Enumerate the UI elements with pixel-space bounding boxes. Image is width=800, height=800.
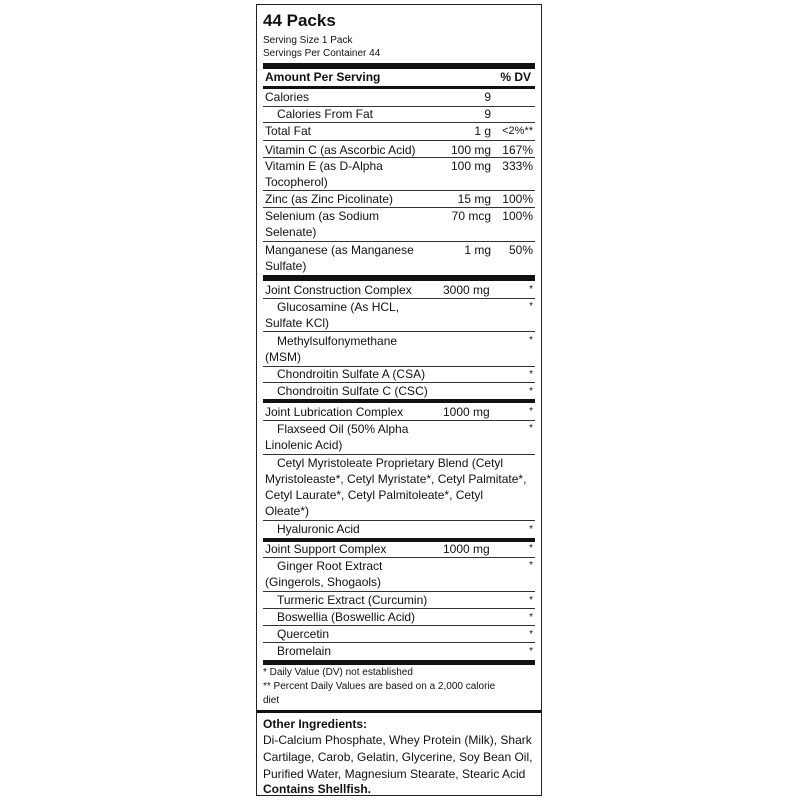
row-name: Quercetin	[277, 627, 330, 641]
row-amount: 9	[484, 90, 491, 104]
row-name-cont: (Gingerols, Shogaols)	[265, 575, 382, 589]
row-name: Joint Construction Complex	[265, 283, 412, 297]
footnote-percent-dv-cont: diet	[263, 695, 280, 706]
row-dv: *	[529, 560, 533, 571]
row-amount: 1000 mg	[443, 542, 490, 556]
row-name-cont: Sulfate)	[265, 259, 307, 273]
row-name-cont: Linolenic Acid)	[265, 438, 343, 452]
row-dv: 167%	[502, 143, 533, 157]
row-divider	[263, 331, 535, 332]
other-ingredients-heading: Other Ingredients:	[263, 717, 368, 731]
cetyl-line: Cetyl Myristoleate Proprietary Blend (Cetyl	[277, 456, 504, 470]
row-dv: *	[529, 646, 533, 657]
row-name: Zinc (as Zinc Picolinate)	[265, 192, 394, 206]
other-ingredients-line: Purified Water, Magnesium Stearate, Stearic Acid	[263, 767, 526, 781]
other-ingredients-line: Di-Calcium Phosphate, Whey Protein (Milk), Shark	[263, 733, 532, 747]
thick-divider	[263, 660, 535, 665]
row-dv: 50%	[508, 243, 533, 257]
row-dv: <2%**	[502, 125, 533, 137]
section-divider	[257, 710, 541, 713]
row-dv: *	[529, 284, 533, 295]
row-name-cont: Selenate)	[265, 225, 317, 239]
row-amount: 70 mcg	[451, 209, 491, 223]
row-name: Joint Support Complex	[265, 542, 387, 556]
row-name: Boswellia (Boswellic Acid)	[277, 610, 416, 624]
row-dv: *	[529, 524, 533, 535]
row-dv: *	[529, 543, 533, 554]
row-name: Vitamin E (as D-Alpha	[265, 159, 383, 173]
row-amount: 1000 mg	[443, 405, 490, 419]
row-name: Calories From Fat	[277, 107, 374, 121]
row-name: Chondroitin Sulfate C (CSC)	[277, 384, 428, 398]
row-name-cont: Sulfate KCl)	[265, 316, 330, 330]
row-dv: *	[529, 423, 533, 434]
row-name: Joint Lubrication Complex	[265, 405, 404, 419]
serving-size: Serving Size 1 Pack	[263, 35, 353, 46]
row-name: Total Fat	[265, 124, 312, 138]
row-name: Chondroitin Sulfate A (CSA)	[277, 367, 426, 381]
row-name: Selenium (as Sodium	[265, 209, 380, 223]
row-amount: 100 mg	[450, 159, 491, 173]
allergen-statement: Contains Shellfish.	[263, 782, 372, 796]
row-name: Turmeric Extract (Curcumin)	[277, 593, 428, 607]
other-ingredients-line: Cartilage, Carob, Gelatin, Glycerine, Soy Bean Oil,	[263, 750, 533, 764]
row-dv: *	[529, 386, 533, 397]
row-name: Methylsulfonymethane	[277, 334, 398, 348]
row-dv: 333%	[502, 159, 533, 173]
row-dv: *	[529, 301, 533, 312]
row-name: Flaxseed Oil (50% Alpha	[277, 422, 409, 436]
row-dv: *	[529, 612, 533, 623]
row-dv: *	[529, 335, 533, 346]
row-name-cont: (MSM)	[265, 350, 301, 364]
row-name: Hyaluronic Acid	[277, 522, 360, 536]
footnote-dv-not-established: * Daily Value (DV) not established	[263, 667, 413, 678]
row-dv: 100%	[502, 192, 533, 206]
row-amount: 9	[484, 107, 491, 121]
amount-per-serving-header: Amount Per Serving	[265, 70, 381, 84]
row-name: Bromelain	[277, 644, 332, 658]
thick-divider	[263, 275, 535, 281]
panel-title: 44 Packs	[263, 11, 336, 30]
row-name: Ginger Root Extract	[277, 559, 383, 573]
dv-header: % DV	[500, 70, 531, 84]
row-name: Calories	[265, 90, 310, 104]
row-amount: 1 mg	[464, 243, 491, 257]
row-name: Vitamin C (as Ascorbic Acid)	[265, 143, 416, 157]
row-name: Manganese (as Manganese	[265, 243, 414, 257]
row-dv: *	[529, 629, 533, 640]
row-dv: 100%	[502, 209, 533, 223]
supplement-facts-panel	[256, 4, 542, 796]
row-amount: 15 mg	[457, 192, 491, 206]
row-dv: *	[529, 595, 533, 606]
footnote-percent-dv: ** Percent Daily Values are based on a 2,000 calorie	[263, 681, 496, 692]
row-amount: 1 g	[474, 124, 491, 138]
cetyl-line: Myristoleaste*, Cetyl Myristate*, Cetyl Palmitate*,	[265, 472, 527, 486]
row-dv: *	[529, 406, 533, 417]
row-name-cont: Tocopherol)	[265, 175, 328, 189]
row-name: Glucosamine (As HCL,	[277, 300, 400, 314]
row-amount: 100 mg	[450, 143, 491, 157]
row-dv: *	[529, 369, 533, 380]
row-divider	[263, 140, 535, 141]
thick-divider	[263, 399, 535, 403]
row-amount: 3000 mg	[443, 283, 490, 297]
cetyl-line: Cetyl Laurate*, Cetyl Palmitoleate*, Cetyl	[265, 488, 484, 502]
servings-per-container: Servings Per Container 44	[263, 48, 381, 59]
cetyl-line: Oleate*)	[265, 504, 310, 518]
